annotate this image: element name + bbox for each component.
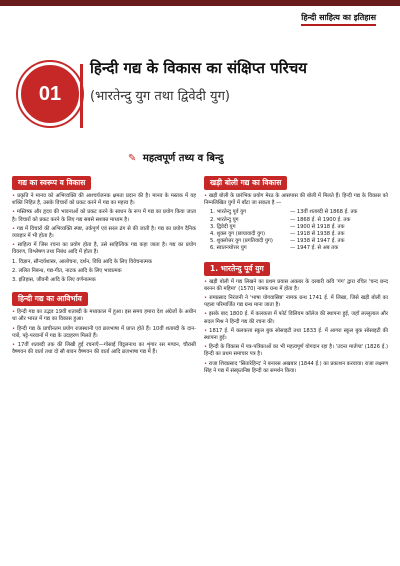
era-name: 5. शुक्लोत्तर युग (प्रगतिवादी युग): [210, 238, 273, 245]
era-date: — 1868 ई. से 1900 ई. तक: [290, 216, 351, 223]
top-bar: [0, 0, 400, 6]
left-list-item: 2. ललित निबन्ध, गद्य-गीत, नाटक आदि के लिए भावात्मक: [12, 267, 122, 274]
era-name: 6. स्वातन्त्र्योत्तर युग: [210, 245, 247, 252]
right-para: • 1817 ई. में कलकत्ता स्कूल बुक सोसाइटी तथा 1833 ई. में आगरा स्कूल बुक सोसाइटी की स्थापना हुई।: [204, 328, 388, 342]
right-intro: • खड़ी बोली के प्रारंभिक प्रयोग मेरठ के आसपास की बोली में मिलते हैं। हिन्दी गद्य के विकास को निम्नलिखित युगों में बाँटा जा सकता है —: [204, 193, 388, 207]
left-para: • हिन्दी गद्य का उद्भव 19वीं शताब्दी के मध्यकाल में हुआ। इस समय हमारा देश अंग्रेजों के अधीन था और भारत में गद्य का विकास हुआ।: [12, 309, 196, 323]
era-date: — 1938 से 1947 ई. तक: [290, 238, 345, 245]
left-section-heading-2: हिन्दी गद्य का आविर्भाव: [12, 292, 88, 306]
right-section-heading-1: खड़ी बोली गद्य का विकास: [204, 176, 287, 190]
chapter-subtitle: (भारतेन्दु युग तथा द्विवेदी युग): [90, 89, 230, 104]
left-para: • गद्य में विचारों की अभिव्यक्ति स्पष्ट, तर्कपूर्ण एवं सरल ढंग से की जाती है। गद्य का प्रयोग दैनिक व्यवहार में भी होता है।: [12, 226, 196, 240]
era-name: 4. शुक्ल युग (छायावादी युग): [210, 231, 265, 238]
section-main-heading: [128, 150, 223, 164]
book-title-header: हिन्दी साहित्य का इतिहास: [301, 12, 376, 26]
era-row: [210, 224, 388, 231]
era-name: 1. भारतेन्दु पूर्व युग: [210, 209, 247, 216]
left-section-heading-1: गद्य का स्वरूप व विकास: [12, 176, 91, 190]
hero-divider: [80, 64, 83, 128]
era-row: [210, 209, 388, 216]
right-para: • राजा शिवप्रसाद 'सितारेहिन्द' ने बनारस अखबार (1844 ई.) का प्रकाशन करवाया। राजा लक्ष्मण सिंह ने गद्य में संस्कृतनिष्ठ हिन्दी का समर्थन किया।: [204, 361, 388, 375]
chapter-title: हिन्दी गद्य के विकास का संक्षिप्त परिचय: [90, 59, 307, 77]
left-para: • साहित्य में जिस रचना का प्रयोग होता है, उसे साहित्यिक गद्य कहा जाता है। गद्य का प्रयोग विवरण, विश्लेषण तथा निबंध आदि में होता है।: [12, 242, 196, 256]
right-section-heading-2: 1. भारतेन्दु पूर्व युग: [204, 262, 270, 276]
era-date: — 1900 से 1918 ई. तक: [290, 223, 345, 230]
left-list-item: 1. विज्ञान, सौन्दर्यशास्त्र, आलोचना, दर्शन, विधि आदि के लिए विवेचनात्मक: [12, 258, 153, 265]
chapter-hero: [14, 44, 386, 136]
era-name: 2. भारतेन्दु युग: [210, 216, 239, 223]
right-para: • रामप्रसाद निरंजनी ने 'भाषा योगवासिष्ठ' नामक ग्रन्थ 1741 ई. में लिखा, जिसे खड़ी बोली का पहला परिमार्जित गद्य ग्रन्थ माना जाता है।: [204, 295, 388, 309]
era-name: 3. द्विवेदी युग: [210, 223, 236, 230]
right-para: • इसके बाद 1800 ई. में कलकत्ता में फोर्ट विलियम कॉलेज की स्थापना हुई, जहाँ लल्लूलाल और सदल मिश्र ने हिन्दी गद्य की रचना की।: [204, 311, 388, 325]
left-para: • 17वीं शताब्दी तक की लिखी हुई रचनाएँ—गोसाईं विट्ठलनाथ का शृंगार रस मण्डन, चौरासी वैष्णवन की वार्ता तथा दो सौ बावन वैष्णवन की वार्ता आदि ब्रजभाषा गद्य में हैं।: [12, 342, 196, 356]
era-date: — 13वीं शताब्दी से 1868 ई. तक: [290, 209, 358, 216]
era-row: [210, 217, 388, 224]
section-main-label: महत्वपूर्ण तथ्य व बिन्दु: [142, 153, 224, 164]
right-para: • हिन्दी के विकास में पत्र-पत्रिकाओं का भी महत्वपूर्ण योगदान रहा है। 'उदन्त मार्तण्ड' (1826 ई.) हिन्दी का प्रथम समाचार पत्र है।: [204, 344, 388, 358]
left-para: • हिन्दी गद्य के प्राचीनतम प्रयोग राजस्थानी एवं ब्रजभाषा में प्राप्त होते हैं। 10वीं शताब्दी के दान-पत्रों, पट्टे-परवानों में गद्य के उदाहरण मिलते हैं।: [12, 326, 196, 340]
era-row: [210, 245, 388, 252]
era-date: — 1947 ई. से अब तक: [290, 245, 339, 252]
left-list-item: 3. इतिहास, जीवनी आदि के लिए वर्णनात्मक: [12, 277, 96, 284]
right-column: [204, 170, 388, 377]
era-date: — 1918 से 1938 ई. तक: [290, 231, 345, 238]
era-list: [210, 209, 388, 252]
chapter-number-badge: 01: [18, 62, 82, 126]
left-para: • प्रकृति ने मानव को अभिव्यक्ति की आश्चर्यजनक क्षमता प्रदान की है। मानव के मस्तक में यह शक्ति निहित है, उसके विचारों को प्रकट करने में गद्य का महत्त्व है।: [12, 193, 196, 207]
left-column: [12, 170, 196, 358]
left-para: • मस्तिष्क और हृदय की भावनाओं को प्रकट करने के साधन के रूप में गद्य का प्रयोग किया जाता है। विचारों को प्रकट करने के लिए गद्य सबसे सशक्त माध्यम है।: [12, 209, 196, 223]
right-para: • खड़ी बोली में गद्य लिखने का प्रथम प्रयास अकबर के दरबारी कवि 'गंग' द्वारा रचित 'चन्द छन्द बरनन की महिमा' (1570) नामक ग्रन्थ में होता है।: [204, 279, 388, 293]
pen-icon: ✎: [128, 153, 137, 164]
